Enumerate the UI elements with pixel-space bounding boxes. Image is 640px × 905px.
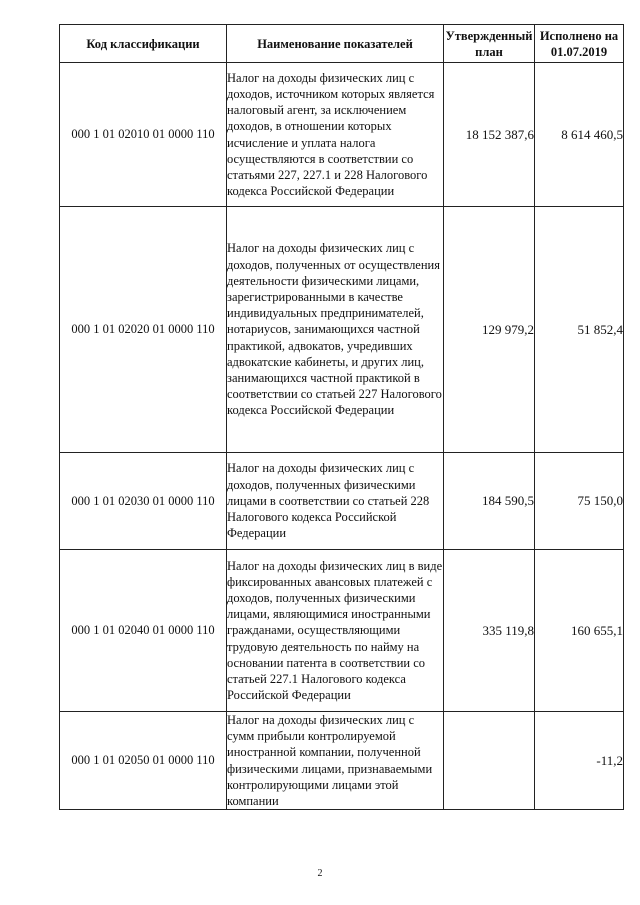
revenue-table — [59, 24, 624, 810]
row-code: 000 1 01 02030 01 0000 110 — [60, 453, 227, 550]
row-code: 000 1 01 02020 01 0000 110 — [60, 207, 227, 453]
header-code: Код классификации — [60, 25, 227, 63]
table-row — [60, 453, 624, 550]
row-plan: 129 979,2 — [444, 207, 535, 453]
row-name: Налог на доходы физических лиц с доходов, полученных физическими лицами в соответствии со статьей 228 Налогового кодекса Российской Федерации — [227, 453, 444, 550]
row-done: 160 655,1 — [535, 550, 624, 712]
header-done: Исполнено на 01.07.2019 — [535, 25, 624, 63]
page-number: 2 — [317, 868, 323, 879]
row-name: Налог на доходы физических лиц в виде фиксированных авансовых платежей с доходов, полученных физическими лицами, являющимися иностранными гражданами, осуществляющими трудовую деятельность по найму на основании патента в соответствии со статьей 227.1 Налогового кодекса Российской Федерации — [227, 550, 444, 712]
row-plan: 335 119,8 — [444, 550, 535, 712]
row-plan — [444, 712, 535, 810]
row-name: Налог на доходы физических лиц с доходов, полученных от осуществления деятельности физическими лицами, зарегистрированными в качестве индивидуальных предпринимателей, нотариусов, занимающихся частной практикой, адвокатов, учредивших адвокатские кабинеты, и других лиц, занимающихся частной практикой в соответствии со статьей 227 Налогового кодекса Российской Федерации — [227, 207, 444, 453]
row-done: 8 614 460,5 — [535, 63, 624, 207]
row-done: -11,2 — [535, 712, 624, 810]
row-code: 000 1 01 02050 01 0000 110 — [60, 712, 227, 810]
header-row — [60, 25, 624, 63]
row-plan: 184 590,5 — [444, 453, 535, 550]
table-row — [60, 207, 624, 453]
row-code: 000 1 01 02010 01 0000 110 — [60, 63, 227, 207]
row-code: 000 1 01 02040 01 0000 110 — [60, 550, 227, 712]
row-name: Налог на доходы физических лиц с доходов, источником которых является налоговый агент, за исключением доходов, в отношении которых исчисление и уплата налога осуществляются в соответствии со статьями 227, 227.1 и 228 Налогового кодекса Российской Федерации — [227, 63, 444, 207]
row-done: 51 852,4 — [535, 207, 624, 453]
header-plan: Утвержденный план — [444, 25, 535, 63]
row-done: 75 150,0 — [535, 453, 624, 550]
table-row — [60, 712, 624, 810]
row-plan: 18 152 387,6 — [444, 63, 535, 207]
table-row — [60, 63, 624, 207]
header-name: Наименование показателей — [227, 25, 444, 63]
table-row — [60, 550, 624, 712]
row-name: Налог на доходы физических лиц с сумм прибыли контролируемой иностранной компании, полученной физическими лицами, признаваемыми контролирующими лицами этой компании — [227, 712, 444, 810]
